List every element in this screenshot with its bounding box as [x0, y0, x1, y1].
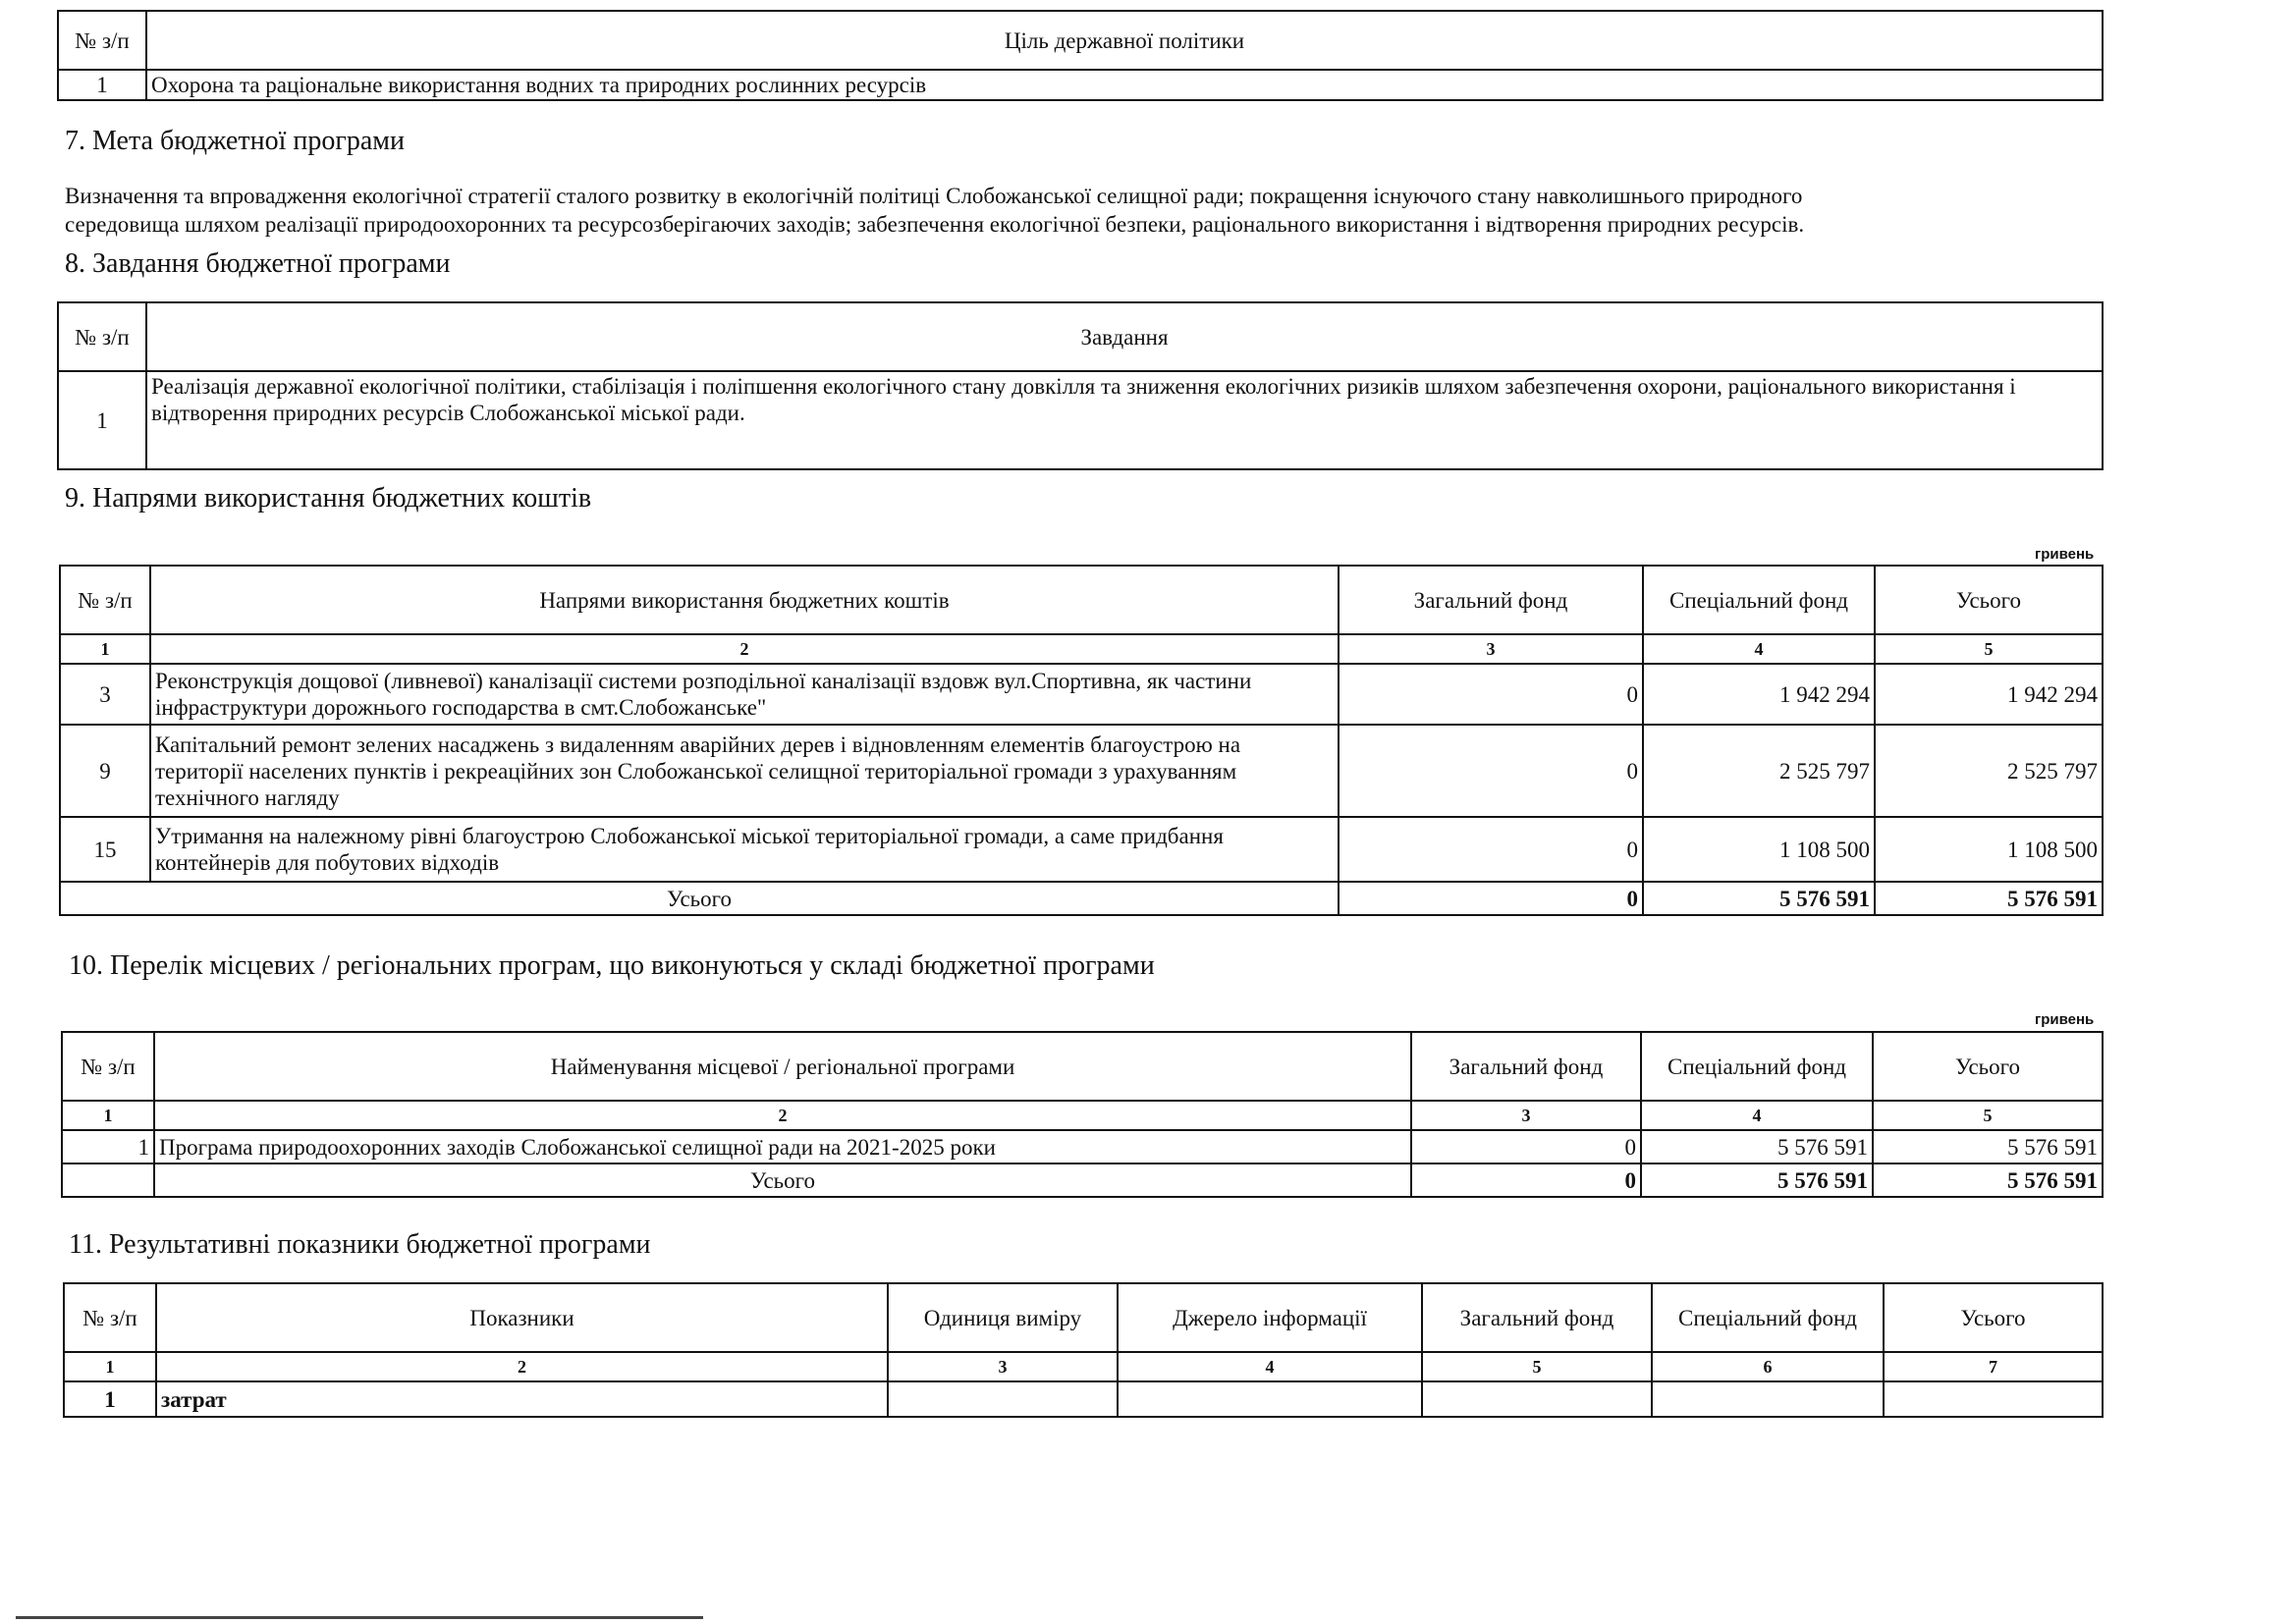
column-index: 4	[1641, 1101, 1873, 1130]
special-fund-header: Спеціальний фонд	[1652, 1283, 1884, 1352]
direction-text: Реконструкція дощової (ливневої) каналізації системи розподільної каналізації вздовж вул.Спортивна, як частини інфраструктури дорожнього господарства в смт.Слобожанське"	[150, 664, 1339, 725]
column-index-row	[64, 1352, 2103, 1381]
row-num: 3	[60, 664, 150, 725]
local-programs-table	[61, 1031, 2104, 1198]
empty-cell	[1422, 1381, 1652, 1417]
table-row	[62, 1130, 2103, 1163]
general-fund-total: 0	[1411, 1163, 1641, 1197]
row-num: 1	[58, 70, 146, 100]
column-index: 1	[62, 1101, 154, 1130]
general-fund-value: 0	[1339, 664, 1643, 725]
num-header: № з/п	[58, 302, 146, 371]
total-header: Усього	[1875, 566, 2103, 634]
num-header: № з/п	[60, 566, 150, 634]
column-index: 3	[1411, 1101, 1641, 1130]
tasks-table	[57, 301, 2104, 470]
column-index: 3	[888, 1352, 1118, 1381]
program-name-header: Найменування місцевої / регіональної програми	[154, 1032, 1411, 1101]
grand-total: 5 576 591	[1875, 882, 2103, 915]
section-10-title: 10. Перелік місцевих / регіональних програм, що виконуються у складі бюджетної програми	[69, 950, 1155, 981]
table-row	[58, 371, 2103, 469]
column-index-row	[62, 1101, 2103, 1130]
column-index: 5	[1422, 1352, 1652, 1381]
direction-text: Капітальний ремонт зелених насаджень з видаленням аварійних дерев і відновленням елементів благоустрою на території населених пунктів і рекреаційних зон Слобожанської селищної територіальної громади з урахуванням технічного нагляду	[150, 725, 1339, 817]
general-fund-value: 0	[1339, 725, 1643, 817]
general-fund-value: 0	[1339, 817, 1643, 882]
special-fund-value: 1 942 294	[1643, 664, 1875, 725]
column-index: 1	[60, 634, 150, 664]
special-fund-value: 5 576 591	[1641, 1130, 1873, 1163]
row-num: 9	[60, 725, 150, 817]
empty-cell	[1884, 1381, 2103, 1417]
column-index: 5	[1873, 1101, 2103, 1130]
section-7-line-2: середовища шляхом реалізації природоохоронних та ресурсозберігаючих заходів; забезпечення екологічної безпеки, раціонального використання і відтворення природних ресурсів.	[65, 212, 1805, 237]
section-11-title: 11. Результативні показники бюджетної програми	[69, 1229, 651, 1260]
special-fund-header: Спеціальний фонд	[1641, 1032, 1873, 1101]
goal-text: Охорона та раціональне використання водних та природних рослинних ресурсів	[146, 70, 2103, 100]
empty-cell	[1118, 1381, 1422, 1417]
unit-header: Одиниця виміру	[888, 1283, 1118, 1352]
direction-header: Напрями використання бюджетних коштів	[150, 566, 1339, 634]
table-row	[64, 1381, 2103, 1417]
task-header: Завдання	[146, 302, 2103, 371]
indicator-group: затрат	[156, 1381, 888, 1417]
general-fund-header: Загальний фонд	[1422, 1283, 1652, 1352]
currency-unit: гривень	[2035, 546, 2095, 563]
total-label: Усього	[154, 1163, 1411, 1197]
column-index: 3	[1339, 634, 1643, 664]
section-9-title: 9. Напрями використання бюджетних коштів	[65, 483, 592, 514]
empty-cell	[62, 1163, 154, 1197]
table-row	[60, 725, 2103, 817]
column-index: 5	[1875, 634, 2103, 664]
empty-cell	[888, 1381, 1118, 1417]
program-name: Програма природоохоронних заходів Слобожанської селищної ради на 2021-2025 роки	[154, 1130, 1411, 1163]
special-fund-value: 2 525 797	[1643, 725, 1875, 817]
table-row	[60, 664, 2103, 725]
section-7-title: 7. Мета бюджетної програми	[65, 126, 405, 156]
section-7-text	[65, 182, 2029, 239]
row-num: 1	[62, 1130, 154, 1163]
total-value: 2 525 797	[1875, 725, 2103, 817]
column-index: 2	[150, 634, 1339, 664]
task-text: Реалізація державної екологічної політики, стабілізація і поліпшення екологічного стану довкілля та зниження екологічних ризиків шляхом забезпечення охорони, раціонального використання і відтворення природних ресурсів Слобожанської міської ради.	[146, 371, 2103, 469]
total-value: 5 576 591	[1873, 1130, 2103, 1163]
table-row	[58, 70, 2103, 100]
grand-total: 5 576 591	[1873, 1163, 2103, 1197]
empty-cell	[1652, 1381, 1884, 1417]
column-index: 6	[1652, 1352, 1884, 1381]
num-header: № з/п	[64, 1283, 156, 1352]
special-fund-value: 1 108 500	[1643, 817, 1875, 882]
budget-directions-table	[59, 565, 2104, 916]
num-header: № з/п	[58, 11, 146, 70]
total-value: 1 108 500	[1875, 817, 2103, 882]
performance-indicators-table	[63, 1282, 2104, 1418]
special-fund-header: Спеціальний фонд	[1643, 566, 1875, 634]
direction-text: Утримання на належному рівні благоустрою Слобожанської міської територіальної громади, а саме придбання контейнерів для побутових відходів	[150, 817, 1339, 882]
general-fund-header: Загальний фонд	[1339, 566, 1643, 634]
column-index-row	[60, 634, 2103, 664]
source-header: Джерело інформації	[1118, 1283, 1422, 1352]
column-index: 7	[1884, 1352, 2103, 1381]
section-8-title: 8. Завдання бюджетної програми	[65, 248, 451, 279]
currency-unit: гривень	[2035, 1011, 2095, 1028]
column-index: 4	[1643, 634, 1875, 664]
state-policy-goal-table	[57, 10, 2104, 101]
general-fund-header: Загальний фонд	[1411, 1032, 1641, 1101]
special-fund-total: 5 576 591	[1641, 1163, 1873, 1197]
general-fund-value: 0	[1411, 1130, 1641, 1163]
row-num: 1	[64, 1381, 156, 1417]
goal-header: Ціль державної політики	[146, 11, 2103, 70]
row-num: 1	[58, 371, 146, 469]
indicators-header: Показники	[156, 1283, 888, 1352]
section-7-line-1: Визначення та впровадження екологічної стратегії сталого розвитку в екологічній політиці Слобожанської селищної ради; покращення існуючого стану навколишнього природного	[65, 184, 1803, 208]
total-label: Усього	[60, 882, 1339, 915]
column-index: 2	[154, 1101, 1411, 1130]
column-index: 4	[1118, 1352, 1422, 1381]
footer-divider	[16, 1616, 703, 1619]
num-header: № з/п	[62, 1032, 154, 1101]
total-header: Усього	[1873, 1032, 2103, 1101]
total-value: 1 942 294	[1875, 664, 2103, 725]
total-row	[60, 882, 2103, 915]
general-fund-total: 0	[1339, 882, 1643, 915]
row-num: 15	[60, 817, 150, 882]
total-row	[62, 1163, 2103, 1197]
total-header: Усього	[1884, 1283, 2103, 1352]
column-index: 1	[64, 1352, 156, 1381]
special-fund-total: 5 576 591	[1643, 882, 1875, 915]
table-row	[60, 817, 2103, 882]
column-index: 2	[156, 1352, 888, 1381]
